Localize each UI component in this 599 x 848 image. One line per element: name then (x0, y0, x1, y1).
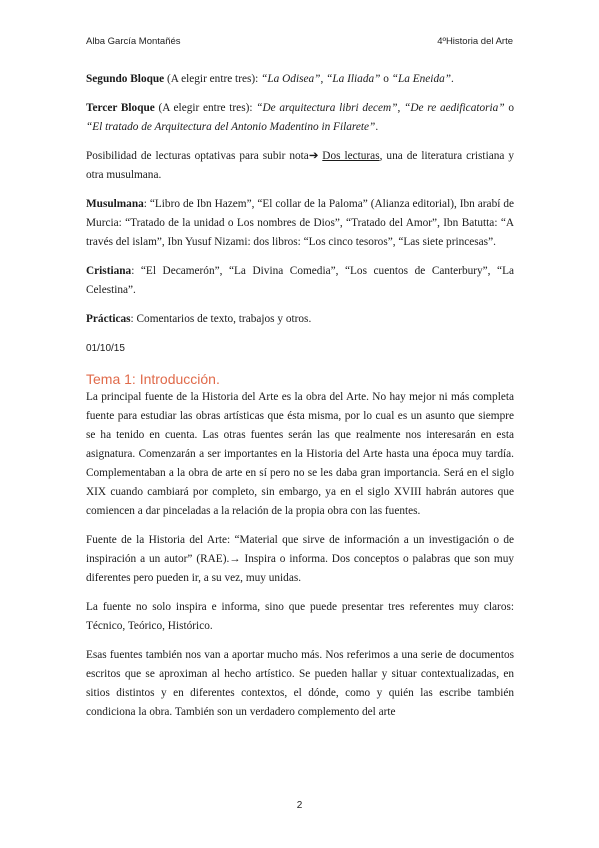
cristiana-paragraph: Cristiana: “El Decamerón”, “La Divina Comedia”, “Los cuentos de Canterbury”, “La Celestina”. (86, 265, 514, 296)
lecture-date: 01/10/15 (86, 343, 125, 354)
dos-lecturas-link: Dos lecturas (322, 150, 380, 162)
page-header (86, 36, 513, 50)
body-paragraph-2: Fuente de la Historia del Arte: “Material que sirve de información a un investigación o de inspiración a un autor” (RAE).→ Inspira o informa. Dos conceptos o palabras que son muy diferentes pero pueden ir, a su vez, muy unidas. (86, 534, 514, 584)
body-paragraph-4: Esas fuentes también nos van a aportar mucho más. Nos referimos a una serie de documentos escritos que se aproximan al hecho artístico. Se pueden hallar y situar contextualizadas, en sitios distintos y en diferentes contextos, el dónde, como y quién las escribe también condiciona la obra. También son un verdadero complemento del arte (86, 649, 514, 718)
header-course: 4ºHistoria del Arte (437, 36, 513, 47)
segundo-bloque-paragraph: Segundo Bloque (A elegir entre tres): “La Odisea”, “La Iliada” o “La Eneida”. (86, 73, 454, 85)
tema-heading: Tema 1: Introducción. (86, 371, 220, 387)
musulmana-paragraph: Musulmana: “Libro de Ibn Hazem”, “El collar de la Paloma” (Alianza editorial), Ibn arabí de Murcia: “Tratado de la unidad o Los nombres de Dios”, “Tratado del Amor”, Ibn Batutta: “A través del islam”, Ibn Yusuf Nizami: dos libros: “Los cinco tesoros”, “Las siete princesas”. (86, 198, 514, 248)
page-content (86, 70, 514, 732)
body-paragraph-3: La fuente no solo inspira e informa, sino que puede presentar tres referentes muy claros: Técnico, Teórico, Histórico. (86, 601, 514, 632)
body-paragraph-1: La principal fuente de la Historia del Arte es la obra del Arte. No hay mejor ni más completa fuente para estudiar las obras artísticas que ésta misma, por lo cual es un asunto que siempre se ha tenido en cuenta. Las otras fuentes serán las que realmente nos interesarán en esta asignatura. Comenzarán a ser importantes en la Historia del Arte hasta una época muy tardía. Complementaban a la obra de arte en sí pero no se les daba gran importancia. Será en el siglo XIX cuando cambiará por completo, sin embargo, ya en el siglo XVIII habrán autores que comiencen a dar pinceladas a la relación de la propia obra con las fuentes. (86, 391, 514, 517)
cristiana-label: Cristiana (86, 265, 132, 277)
arrow-icon: ➔ (308, 150, 319, 162)
tercer-bloque-paragraph: Tercer Bloque (A elegir entre tres): “De arquitectura libri decem”, “De re aedificatoria” o “El tratado de Arquitectura del Antonio Madentino in Filarete”. (86, 102, 514, 133)
lecturas-paragraph: Posibilidad de lecturas optativas para subir nota➔ Dos lecturas, una de literatura cristiana y otra musulmana. (86, 150, 515, 181)
header-author: Alba García Montañés (86, 36, 181, 47)
page-number: 2 (296, 800, 303, 811)
musulmana-label: Musulmana (86, 198, 144, 210)
segundo-bloque-label: Segundo Bloque (86, 73, 165, 85)
tercer-bloque-label: Tercer Bloque (86, 102, 155, 114)
practicas-label: Prácticas (86, 313, 131, 325)
practicas-paragraph: Prácticas: Comentarios de texto, trabajos y otros. (86, 313, 312, 325)
